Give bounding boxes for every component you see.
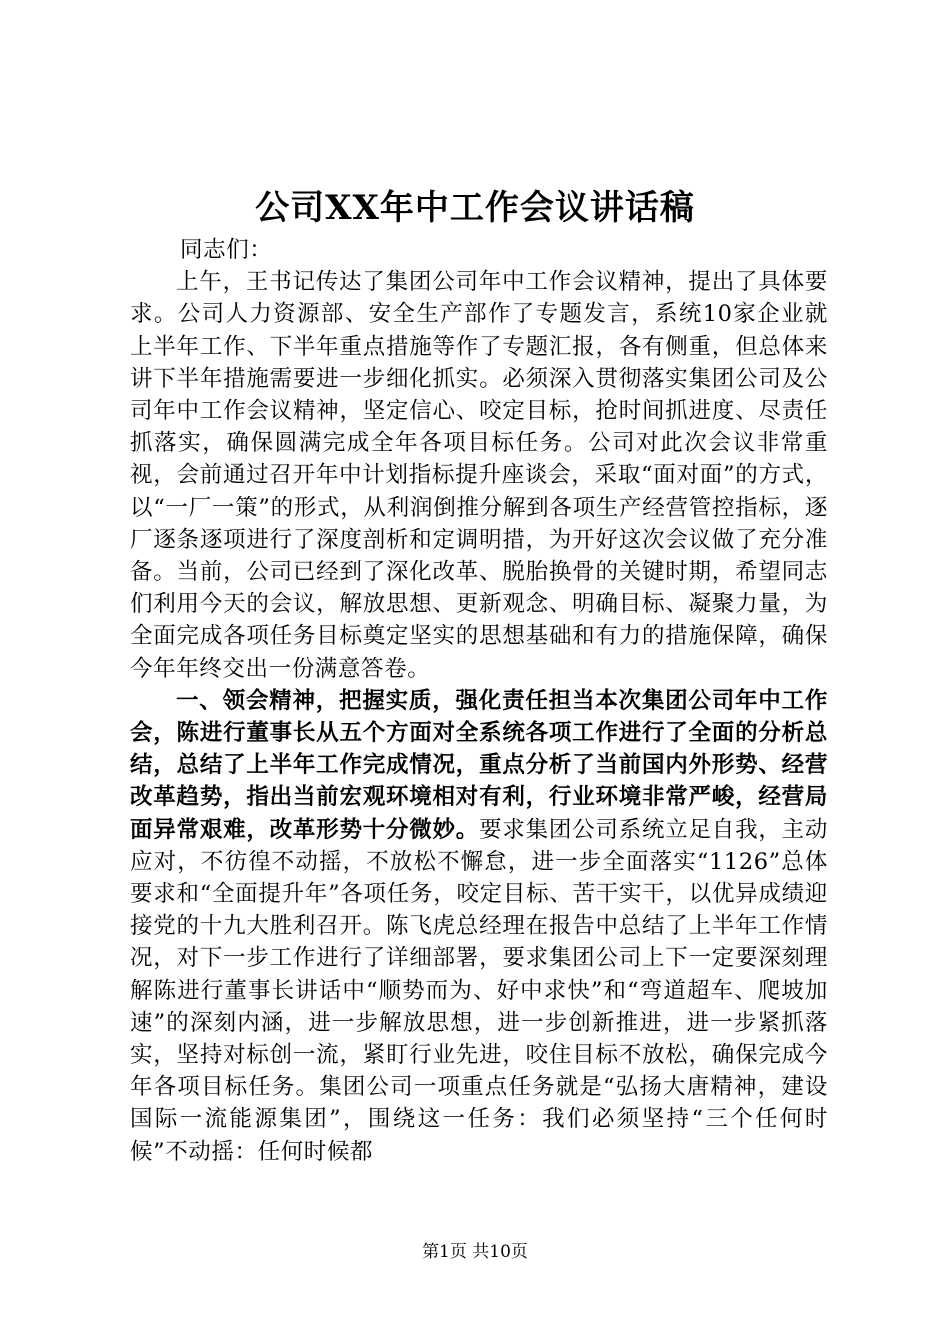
- paragraph-intro: [130, 266, 828, 685]
- page-number-footer: 第1页 共10页: [422, 1242, 528, 1262]
- paragraph-intro-text: 上午，王书记传达了集团公司年中工作会议精神，提出了具体要求。公司人力资源部、安全生产部作了专题发言，系统10家企业就上半年工作、下半年重点措施等作了专题汇报，各有侧重，但总体来讲下半年措施需要进一步细化抓实。必须深入贯彻落实集团公司及公司年中工作会议精神，坚定信心、咬定目标，抢时间抓进度、尽责任抓落实，确保圆满完成全年各项目标任务。公司对此次会议非常重视，会前通过召开年中计划指标提升座谈会，采取“面对面”的方式，以“一厂一策”的形式，从利润倒推分解到各项生产经营管控指标，逐厂逐条逐项进行了深度剖析和定调明措，为开好这次会议做了充分准备。当前，公司已经到了深化改革、脱胎换骨的关键时期，希望同志们利用今天的会议，解放思想、更新观念、明确目标、凝聚力量，为全面完成各项任务目标奠定坚实的思想基础和有力的措施保障，确保今年年终交出一份满意答卷。: [130, 269, 828, 682]
- salutation: 同志们：: [180, 237, 273, 263]
- paragraph-section-one: [130, 685, 828, 1168]
- paragraph-section-one-text: 要求集团公司系统立足自我，主动应对，不彷徨不动摇，不放松不懈怠，进一步全面落实“1126”总体要求和“全面提升年”各项任务，咬定目标、苦干实干，以优异成绩迎接党的十九大胜利召开。陈飞虎总经理在报告中总结了上半年工作情况，对下一步工作进行了详细部署，要求集团公司上下一定要深刻理解陈进行董事长讲话中“顺势而为、好中求快”和“弯道超车、爬坡加速”的深刻内涵，进一步解放思想，进一步创新推进，进一步紧抓落实，坚持对标创一流，紧盯行业先进，咬住目标不放松，确保完成今年各项目标任务。集团公司一项重点任务就是“弘扬大唐精神，建设国际一流能源集团”，围绕这一任务：我们必须坚持“三个任何时候”不动摇：任何时候都: [130, 816, 828, 1165]
- document-title: 公司XX年中工作会议讲话稿: [255, 188, 695, 228]
- document-body: [130, 234, 828, 1168]
- section-one-heading: 一、领会精神，把握实质，强化责任担当本次集团公司年中工作会，陈进行董事长从五个方面对全系统各项工作进行了全面的分析总结，总结了上半年工作完成情况，重点分析了当前国内外形势、经营改革趋势，指出当前宏观环境相对有利，行业环境非常严峻，经营局面异常艰难，改革形势十分微妙。: [130, 687, 828, 843]
